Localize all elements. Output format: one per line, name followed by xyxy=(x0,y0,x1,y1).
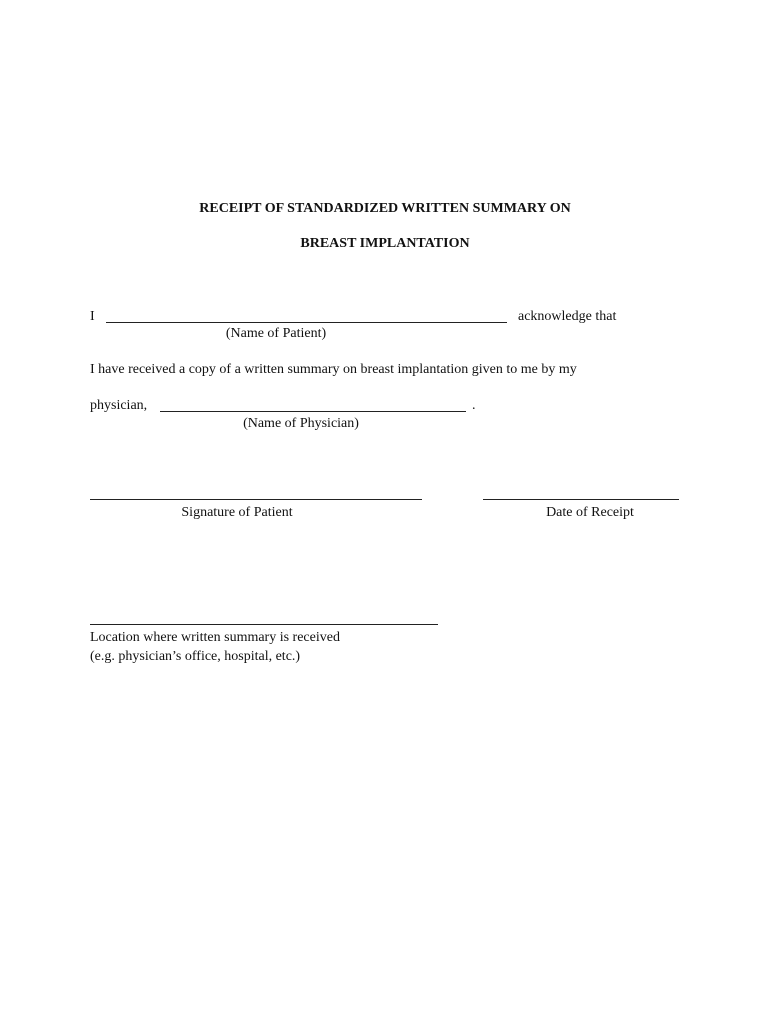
physician-row-prefix: physician, xyxy=(90,398,148,413)
date-caption: Date of Receipt xyxy=(546,505,634,520)
patient-name-field[interactable] xyxy=(106,322,507,323)
document-title-line-1: RECEIPT OF STANDARDIZED WRITTEN SUMMARY ON xyxy=(199,201,571,216)
date-field[interactable] xyxy=(483,499,679,500)
patient-row-prefix: I xyxy=(90,309,95,324)
document-title-line-2: BREAST IMPLANTATION xyxy=(300,236,470,251)
location-caption-line-2: (e.g. physician’s office, hospital, etc.) xyxy=(90,649,301,664)
physician-name-caption: (Name of Physician) xyxy=(243,416,359,431)
physician-row-suffix: . xyxy=(472,398,476,413)
patient-row-suffix: acknowledge that xyxy=(518,309,617,324)
physician-name-field[interactable] xyxy=(160,411,466,412)
location-caption-line-1: Location where written summary is received xyxy=(90,630,340,645)
statement-text: I have received a copy of a written summary on breast implantation given to me by my xyxy=(90,362,577,377)
location-field[interactable] xyxy=(90,624,438,625)
signature-caption: Signature of Patient xyxy=(181,505,293,520)
patient-name-caption: (Name of Patient) xyxy=(225,326,327,341)
signature-field[interactable] xyxy=(90,499,422,500)
